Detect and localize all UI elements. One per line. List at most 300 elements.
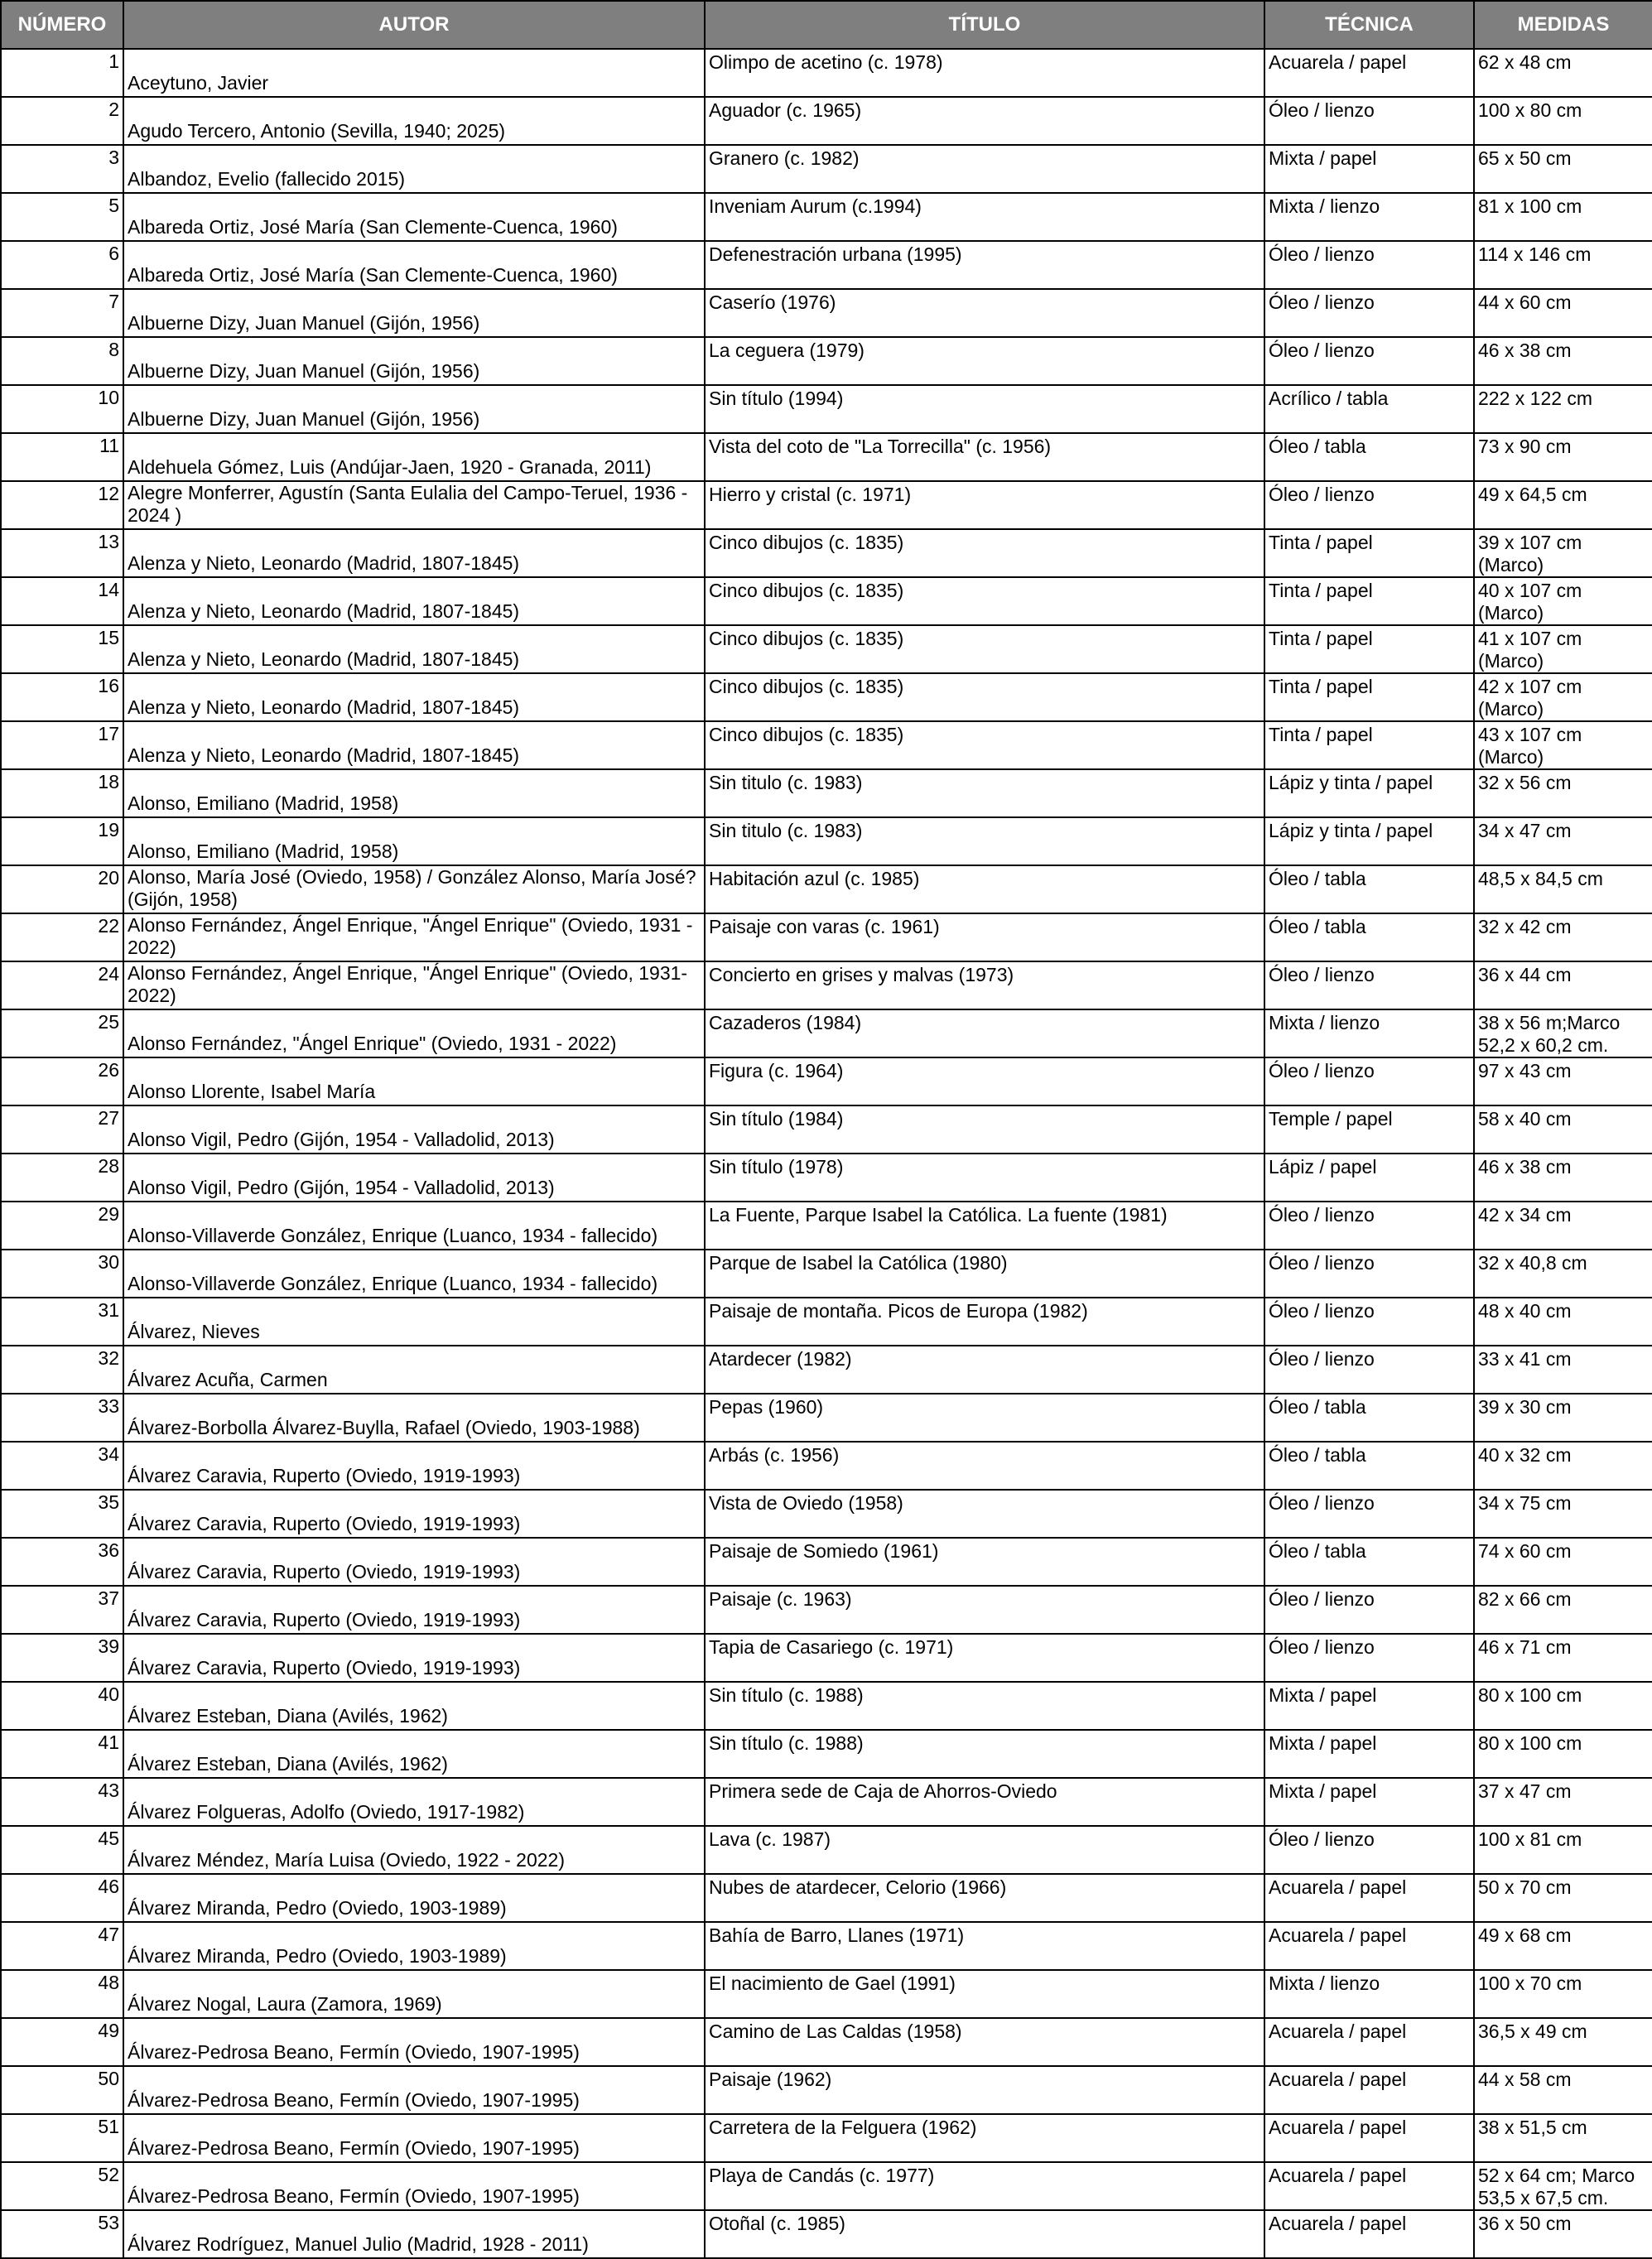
cell-autor — [123, 1778, 705, 1826]
cell-autor-text: Alegre Monferrer, Agustín (Santa Eulalia del Campo-Teruel, 1936 - 2024 ) — [128, 482, 688, 526]
cell-tecnica-text: Acuarela / papel — [1269, 1924, 1407, 1946]
cell-titulo-text: La ceguera (1979) — [709, 340, 865, 361]
cell-medidas-text: 48,5 x 84,5 cm — [1478, 868, 1603, 889]
cell-numero — [1, 49, 123, 97]
cell-titulo-text: Paisaje de Somiedo (1961) — [709, 1540, 939, 1562]
cell-numero-text: 15 — [98, 627, 119, 648]
cell-medidas — [1474, 1009, 1652, 1057]
cell-titulo — [705, 1634, 1264, 1682]
cell-autor — [123, 817, 705, 865]
cell-medidas — [1474, 1154, 1652, 1202]
table-row[interactable] — [1, 241, 1652, 289]
cell-tecnica-text: Óleo / lienzo — [1269, 340, 1375, 361]
cell-titulo-text: Concierto en grises y malvas (1973) — [709, 964, 1014, 985]
cell-medidas — [1474, 97, 1652, 145]
cell-medidas-text: 52 x 64 cm; Marco 53,5 x 67,5 cm. — [1478, 2165, 1635, 2208]
cell-autor — [123, 145, 705, 193]
cell-autor — [123, 529, 705, 577]
cell-tecnica-text: Óleo / lienzo — [1269, 243, 1375, 265]
table-row[interactable] — [1, 1105, 1652, 1154]
cell-tecnica — [1264, 193, 1474, 241]
cell-titulo-text: Cazaderos (1984) — [709, 1012, 862, 1033]
cell-titulo — [705, 1538, 1264, 1586]
table-row[interactable] — [1, 1154, 1652, 1202]
cell-autor — [123, 1970, 705, 2018]
cell-numero — [1, 481, 123, 529]
cell-tecnica-text: Acuarela / papel — [1269, 51, 1407, 73]
cell-autor-text: Álvarez, Nieves — [128, 1321, 260, 1342]
cell-medidas — [1474, 1682, 1652, 1730]
table-row[interactable] — [1, 433, 1652, 481]
cell-autor — [123, 1105, 705, 1154]
cell-titulo-text: Lava (c. 1987) — [709, 1828, 831, 1850]
table-row[interactable] — [1, 2210, 1652, 2258]
cell-medidas-text: 80 x 100 cm — [1478, 1684, 1582, 1706]
cell-numero-text: 24 — [98, 963, 119, 985]
cell-medidas — [1474, 1730, 1652, 1778]
cell-medidas — [1474, 433, 1652, 481]
cell-medidas-text: 33 x 41 cm — [1478, 1348, 1572, 1370]
cell-numero — [1, 1009, 123, 1057]
cell-titulo — [705, 1105, 1264, 1154]
cell-titulo-text: Defenestración urbana (1995) — [709, 243, 962, 265]
cell-tecnica — [1264, 1394, 1474, 1442]
cell-tecnica-text: Mixta / papel — [1269, 1732, 1377, 1754]
table-row[interactable] — [1, 1826, 1652, 1874]
cell-numero-text: 10 — [98, 387, 119, 408]
cell-numero — [1, 913, 123, 961]
cell-autor-text: Alenza y Nieto, Leonardo (Madrid, 1807-1845) — [128, 600, 520, 622]
table-row[interactable] — [1, 1298, 1652, 1346]
cell-tecnica-text: Óleo / lienzo — [1269, 291, 1375, 313]
cell-tecnica-text: Óleo / tabla — [1269, 436, 1366, 457]
cell-tecnica-text: Acuarela / papel — [1269, 1876, 1407, 1898]
cell-numero — [1, 1634, 123, 1682]
cell-medidas — [1474, 1394, 1652, 1442]
cell-tecnica-text: Lápiz / papel — [1269, 1156, 1377, 1178]
cell-tecnica-text: Óleo / tabla — [1269, 1396, 1366, 1418]
cell-medidas-text: 36 x 50 cm — [1478, 2213, 1572, 2234]
cell-titulo-text: Playa de Candás (c. 1977) — [709, 2165, 935, 2186]
cell-numero — [1, 1826, 123, 1874]
cell-titulo — [705, 1730, 1264, 1778]
cell-medidas — [1474, 1922, 1652, 1970]
cell-tecnica-text: Mixta / papel — [1269, 1780, 1377, 1802]
cell-autor — [123, 1442, 705, 1490]
cell-titulo — [705, 1586, 1264, 1634]
cell-autor — [123, 481, 705, 529]
cell-tecnica-text: Óleo / lienzo — [1269, 484, 1375, 505]
cell-titulo-text: Pepas (1960) — [709, 1396, 824, 1418]
table-row[interactable] — [1, 193, 1652, 241]
cell-autor-text: Alenza y Nieto, Leonardo (Madrid, 1807-1845) — [128, 744, 520, 766]
table-row[interactable] — [1, 145, 1652, 193]
table-row[interactable] — [1, 1250, 1652, 1298]
cell-medidas — [1474, 1346, 1652, 1394]
cell-titulo-text: Caserío (1976) — [709, 291, 836, 313]
cell-numero-text: 20 — [98, 867, 119, 889]
cell-tecnica — [1264, 1202, 1474, 1250]
table-row[interactable] — [1, 1682, 1652, 1730]
cell-autor-text: Alonso, María José (Oviedo, 1958) / González Alonso, María José? (Gijón, 1958) — [128, 866, 696, 910]
cell-medidas-text: 46 x 38 cm — [1478, 340, 1572, 361]
table-row[interactable] — [1, 2162, 1652, 2210]
cell-titulo-text: Bahía de Barro, Llanes (1971) — [709, 1924, 965, 1946]
table-row[interactable] — [1, 1057, 1652, 1105]
table-row[interactable] — [1, 1538, 1652, 1586]
cell-medidas — [1474, 2018, 1652, 2066]
table-row[interactable] — [1, 1634, 1652, 1682]
cell-numero — [1, 145, 123, 193]
cell-medidas — [1474, 49, 1652, 97]
cell-tecnica-text: Óleo / lienzo — [1269, 99, 1375, 121]
cell-tecnica — [1264, 145, 1474, 193]
cell-medidas — [1474, 1586, 1652, 1634]
cell-tecnica-text: Óleo / tabla — [1269, 1540, 1366, 1562]
cell-tecnica — [1264, 1057, 1474, 1105]
cell-medidas-text: 34 x 47 cm — [1478, 820, 1572, 841]
cell-autor — [123, 673, 705, 721]
cell-titulo — [705, 1826, 1264, 1874]
table-row[interactable] — [1, 97, 1652, 145]
cell-medidas-text: 50 x 70 cm — [1478, 1876, 1572, 1898]
header-row — [1, 1, 1652, 49]
cell-tecnica-text: Óleo / lienzo — [1269, 1300, 1375, 1322]
cell-numero-text: 1 — [108, 51, 119, 72]
cell-numero — [1, 1057, 123, 1105]
cell-numero-text: 14 — [98, 579, 119, 600]
table-row[interactable] — [1, 673, 1652, 721]
cell-autor-text: Agudo Tercero, Antonio (Sevilla, 1940; 2025) — [128, 120, 506, 142]
cell-autor — [123, 577, 705, 625]
cell-medidas — [1474, 2114, 1652, 2162]
cell-titulo — [705, 2018, 1264, 2066]
cell-medidas-text: 42 x 107 cm (Marco) — [1478, 676, 1582, 720]
cell-numero — [1, 1586, 123, 1634]
cell-titulo-text: Paisaje con varas (c. 1961) — [709, 916, 940, 937]
cell-titulo — [705, 481, 1264, 529]
cell-autor-text: Álvarez Acuña, Carmen — [128, 1369, 328, 1390]
cell-titulo-text: Sin título (1994) — [709, 388, 844, 409]
cell-numero-text: 35 — [98, 1491, 119, 1513]
cell-autor — [123, 1154, 705, 1202]
cell-tecnica-text: Tinta / papel — [1269, 724, 1373, 745]
cell-medidas — [1474, 721, 1652, 769]
cell-numero — [1, 385, 123, 433]
cell-autor — [123, 433, 705, 481]
cell-autor — [123, 2066, 705, 2114]
cell-tecnica-text: Óleo / lienzo — [1269, 1204, 1375, 1226]
cell-tecnica-text: Tinta / papel — [1269, 676, 1373, 697]
cell-autor-text: Álvarez Miranda, Pedro (Oviedo, 1903-1989) — [128, 1897, 507, 1919]
cell-numero — [1, 2066, 123, 2114]
header-autor[interactable]: AUTOR — [123, 1, 705, 49]
table-row[interactable] — [1, 2018, 1652, 2066]
cell-tecnica-text: Tinta / papel — [1269, 532, 1373, 553]
table-row[interactable] — [1, 961, 1652, 1009]
cell-numero — [1, 337, 123, 385]
cell-autor-text: Álvarez-Pedrosa Beano, Fermín (Oviedo, 1907-1995) — [128, 2137, 580, 2159]
cell-numero-text: 18 — [98, 771, 119, 792]
cell-tecnica — [1264, 49, 1474, 97]
cell-numero-text: 2 — [108, 99, 119, 120]
cell-autor-text: Alonso, Emiliano (Madrid, 1958) — [128, 792, 399, 814]
cell-titulo — [705, 1298, 1264, 1346]
cell-autor — [123, 1586, 705, 1634]
cell-tecnica-text: Lápiz y tinta / papel — [1269, 772, 1433, 793]
cell-medidas — [1474, 289, 1652, 337]
cell-autor-text: Alonso-Villaverde González, Enrique (Luanco, 1934 - fallecido) — [128, 1225, 658, 1246]
cell-titulo-text: Cinco dibujos (c. 1835) — [709, 532, 904, 553]
cell-numero-text: 45 — [98, 1828, 119, 1849]
table-row[interactable] — [1, 625, 1652, 673]
cell-tecnica — [1264, 1874, 1474, 1922]
table-row[interactable] — [1, 385, 1652, 433]
cell-numero — [1, 1202, 123, 1250]
cell-medidas-text: 44 x 60 cm — [1478, 291, 1572, 313]
table-row[interactable] — [1, 577, 1652, 625]
cell-autor-text: Albareda Ortiz, José María (San Clemente-Cuenca, 1960) — [128, 216, 618, 238]
cell-medidas — [1474, 769, 1652, 817]
cell-medidas — [1474, 625, 1652, 673]
cell-medidas-text: 44 x 58 cm — [1478, 2069, 1572, 2090]
header-medidas[interactable]: MEDIDAS — [1474, 1, 1652, 49]
cell-autor-text: Álvarez Nogal, Laura (Zamora, 1969) — [128, 1993, 442, 2015]
cell-numero — [1, 2162, 123, 2210]
cell-titulo-text: Nubes de atardecer, Celorio (1966) — [709, 1876, 1007, 1898]
cell-autor-text: Albuerne Dizy, Juan Manuel (Gijón, 1956) — [128, 312, 480, 334]
table-row[interactable] — [1, 1442, 1652, 1490]
cell-titulo-text: Inveniam Aurum (c.1994) — [709, 195, 922, 217]
cell-tecnica — [1264, 769, 1474, 817]
cell-autor-text: Álvarez-Pedrosa Beano, Fermín (Oviedo, 1907-1995) — [128, 2185, 580, 2207]
cell-numero — [1, 1442, 123, 1490]
cell-medidas-text: 41 x 107 cm (Marco) — [1478, 628, 1582, 672]
cell-medidas-text: 97 x 43 cm — [1478, 1060, 1572, 1081]
cell-medidas — [1474, 577, 1652, 625]
cell-titulo — [705, 529, 1264, 577]
cell-numero — [1, 673, 123, 721]
cell-tecnica — [1264, 913, 1474, 961]
cell-numero — [1, 2210, 123, 2258]
cell-medidas — [1474, 817, 1652, 865]
table-row[interactable] — [1, 865, 1652, 913]
cell-tecnica-text: Mixta / lienzo — [1269, 1012, 1380, 1033]
cell-medidas — [1474, 2066, 1652, 2114]
cell-titulo-text: Cinco dibujos (c. 1835) — [709, 724, 904, 745]
cell-tecnica — [1264, 1922, 1474, 1970]
cell-numero-text: 16 — [98, 675, 119, 696]
cell-tecnica — [1264, 1970, 1474, 2018]
cell-numero-text: 37 — [98, 1587, 119, 1609]
cell-tecnica — [1264, 2066, 1474, 2114]
cell-autor — [123, 913, 705, 961]
cell-titulo — [705, 577, 1264, 625]
cell-tecnica-text: Acuarela / papel — [1269, 2069, 1407, 2090]
cell-tecnica — [1264, 1105, 1474, 1154]
table-row[interactable] — [1, 529, 1652, 577]
cell-autor-text: Álvarez Méndez, María Luisa (Oviedo, 1922 - 2022) — [128, 1849, 565, 1871]
table-row[interactable] — [1, 913, 1652, 961]
cell-medidas-text: 58 x 40 cm — [1478, 1108, 1572, 1130]
cell-autor — [123, 1538, 705, 1586]
cell-autor — [123, 769, 705, 817]
table-row[interactable] — [1, 1394, 1652, 1442]
cell-titulo — [705, 433, 1264, 481]
cell-medidas-text: 39 x 30 cm — [1478, 1396, 1572, 1418]
cell-tecnica — [1264, 577, 1474, 625]
cell-tecnica-text: Temple / papel — [1269, 1108, 1393, 1130]
cell-titulo — [705, 2114, 1264, 2162]
cell-numero-text: 32 — [98, 1347, 119, 1369]
cell-tecnica — [1264, 721, 1474, 769]
table-row[interactable] — [1, 1970, 1652, 2018]
cell-medidas — [1474, 2210, 1652, 2258]
cell-titulo-text: Vista de Oviedo (1958) — [709, 1492, 903, 1514]
header-titulo[interactable]: TÍTULO — [705, 1, 1264, 49]
cell-autor — [123, 1057, 705, 1105]
cell-tecnica — [1264, 289, 1474, 337]
table-row[interactable] — [1, 1922, 1652, 1970]
cell-medidas-text: 48 x 40 cm — [1478, 1300, 1572, 1322]
cell-numero-text: 17 — [98, 723, 119, 744]
cell-autor — [123, 2018, 705, 2066]
cell-tecnica — [1264, 817, 1474, 865]
cell-numero — [1, 1682, 123, 1730]
cell-titulo — [705, 241, 1264, 289]
table-row[interactable] — [1, 289, 1652, 337]
cell-titulo — [705, 49, 1264, 97]
table-row[interactable] — [1, 481, 1652, 529]
cell-medidas-text: 65 x 50 cm — [1478, 147, 1572, 169]
cell-medidas-text: 222 x 122 cm — [1478, 388, 1593, 409]
cell-titulo-text: Habitación azul (c. 1985) — [709, 868, 920, 889]
cell-medidas — [1474, 529, 1652, 577]
cell-numero-text: 48 — [98, 1972, 119, 1993]
cell-tecnica — [1264, 1250, 1474, 1298]
cell-medidas-text: 46 x 38 cm — [1478, 1156, 1572, 1178]
cell-titulo-text: Sin título (c. 1988) — [709, 1732, 864, 1754]
cell-numero-text: 5 — [108, 195, 119, 216]
table-row[interactable] — [1, 1730, 1652, 1778]
cell-numero — [1, 625, 123, 673]
cell-medidas — [1474, 1057, 1652, 1105]
cell-numero-text: 3 — [108, 147, 119, 168]
cell-autor-text: Álvarez Caravia, Ruperto (Oviedo, 1919-1993) — [128, 1609, 521, 1630]
cell-autor-text: Álvarez Caravia, Ruperto (Oviedo, 1919-1993) — [128, 1513, 521, 1534]
cell-tecnica — [1264, 529, 1474, 577]
table-header — [1, 1, 1652, 49]
table-row[interactable] — [1, 1874, 1652, 1922]
cell-tecnica-text: Óleo / lienzo — [1269, 1588, 1375, 1610]
cell-autor — [123, 1682, 705, 1730]
cell-titulo-text: Granero (c. 1982) — [709, 147, 860, 169]
cell-tecnica-text: Óleo / lienzo — [1269, 1492, 1375, 1514]
cell-titulo — [705, 289, 1264, 337]
cell-titulo-text: La Fuente, Parque Isabel la Católica. La fuente (1981) — [709, 1204, 1168, 1226]
cell-medidas — [1474, 1490, 1652, 1538]
cell-titulo — [705, 865, 1264, 913]
cell-tecnica-text: Óleo / lienzo — [1269, 1636, 1375, 1658]
table-row[interactable] — [1, 1202, 1652, 1250]
table-row[interactable] — [1, 1778, 1652, 1826]
cell-tecnica-text: Acuarela / papel — [1269, 2165, 1407, 2186]
cell-titulo-text: Cinco dibujos (c. 1835) — [709, 676, 904, 697]
cell-numero — [1, 241, 123, 289]
cell-medidas-text: 82 x 66 cm — [1478, 1588, 1572, 1610]
cell-numero — [1, 769, 123, 817]
cell-numero — [1, 433, 123, 481]
cell-numero — [1, 289, 123, 337]
header-tecnica[interactable]: TÉCNICA — [1264, 1, 1474, 49]
cell-medidas-text: 46 x 71 cm — [1478, 1636, 1572, 1658]
table-row[interactable] — [1, 817, 1652, 865]
cell-titulo — [705, 2210, 1264, 2258]
table-row[interactable] — [1, 1009, 1652, 1057]
table-row[interactable] — [1, 49, 1652, 97]
cell-titulo — [705, 337, 1264, 385]
cell-autor-text: Alonso Fernández, Ángel Enrique, "Ángel Enrique" (Oviedo, 1931- 2022) — [128, 962, 688, 1006]
cell-medidas — [1474, 1202, 1652, 1250]
cell-medidas — [1474, 673, 1652, 721]
cell-titulo — [705, 1202, 1264, 1250]
cell-tecnica-text: Mixta / papel — [1269, 147, 1377, 169]
cell-tecnica — [1264, 2114, 1474, 2162]
cell-autor — [123, 721, 705, 769]
cell-numero — [1, 817, 123, 865]
cell-tecnica — [1264, 241, 1474, 289]
cell-numero-text: 25 — [98, 1011, 119, 1033]
cell-titulo — [705, 1442, 1264, 1490]
cell-numero-text: 50 — [98, 2068, 119, 2089]
table-row[interactable] — [1, 769, 1652, 817]
cell-autor — [123, 337, 705, 385]
table-row[interactable] — [1, 2114, 1652, 2162]
header-numero[interactable]: NÚMERO — [1, 1, 123, 49]
cell-numero — [1, 961, 123, 1009]
cell-autor-text: Álvarez Miranda, Pedro (Oviedo, 1903-1989) — [128, 1945, 507, 1967]
cell-titulo-text: Parque de Isabel la Católica (1980) — [709, 1252, 1008, 1274]
cell-titulo — [705, 1154, 1264, 1202]
table-row[interactable] — [1, 1586, 1652, 1634]
cell-autor — [123, 1874, 705, 1922]
table-row[interactable] — [1, 1490, 1652, 1538]
cell-titulo — [705, 769, 1264, 817]
cell-medidas-text: 32 x 40,8 cm — [1478, 1252, 1587, 1274]
cell-autor-text: Alenza y Nieto, Leonardo (Madrid, 1807-1845) — [128, 648, 520, 670]
cell-numero-text: 30 — [98, 1251, 119, 1273]
cell-medidas-text: 40 x 32 cm — [1478, 1444, 1572, 1466]
table-row[interactable] — [1, 337, 1652, 385]
cell-numero-text: 27 — [98, 1107, 119, 1129]
cell-numero — [1, 97, 123, 145]
table-row[interactable] — [1, 2066, 1652, 2114]
cell-autor — [123, 1202, 705, 1250]
cell-autor — [123, 1346, 705, 1394]
cell-medidas-text: 81 x 100 cm — [1478, 195, 1582, 217]
cell-medidas-text: 36 x 44 cm — [1478, 964, 1572, 985]
cell-numero — [1, 865, 123, 913]
cell-numero — [1, 529, 123, 577]
cell-titulo — [705, 913, 1264, 961]
cell-numero-text: 33 — [98, 1395, 119, 1417]
cell-autor-text: Aldehuela Gómez, Luis (Andújar-Jaen, 1920 - Granada, 2011) — [128, 456, 652, 478]
table-row[interactable] — [1, 721, 1652, 769]
cell-numero — [1, 577, 123, 625]
table-row[interactable] — [1, 1346, 1652, 1394]
cell-numero-text: 46 — [98, 1876, 119, 1897]
cell-autor-text: Alonso Vigil, Pedro (Gijón, 1954 - Valladolid, 2013) — [128, 1129, 555, 1150]
